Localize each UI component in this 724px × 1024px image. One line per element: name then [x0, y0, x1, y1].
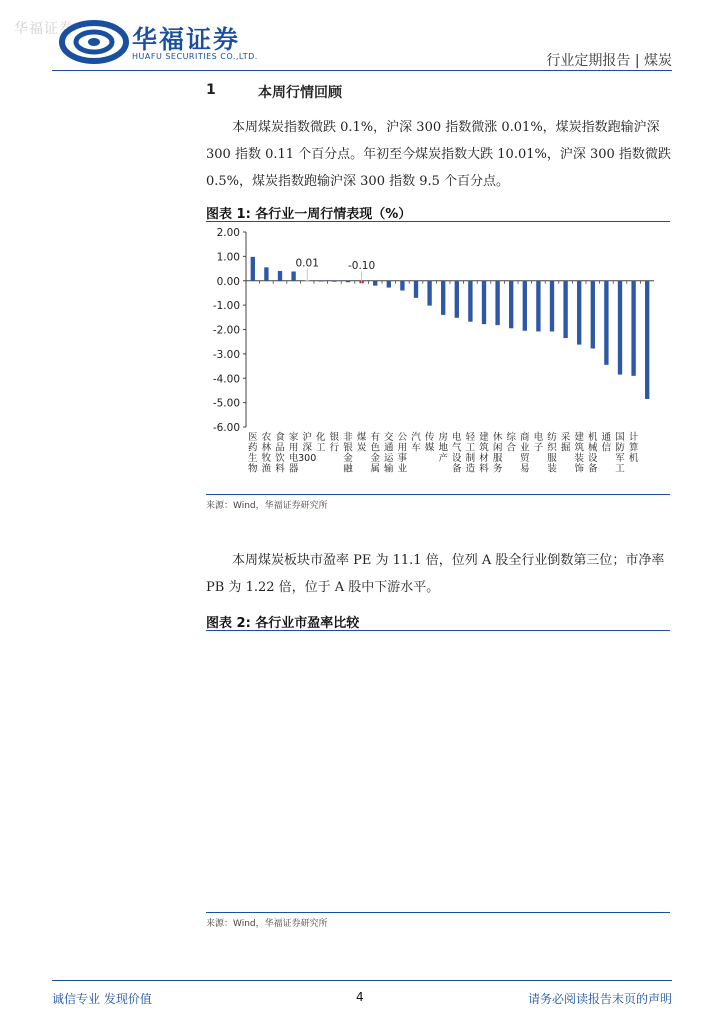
bar	[387, 281, 391, 288]
x-tick-label: 化工	[316, 432, 326, 454]
y-tick-label: -3.00	[212, 348, 240, 361]
report-type-label: 行业定期报告 | 煤炭	[546, 53, 672, 69]
bar	[563, 281, 567, 338]
footer-slogan: 诚信专业 发现价值	[52, 992, 152, 1006]
company-logo-icon	[58, 18, 130, 64]
x-tick-label: 电子	[533, 432, 544, 454]
data-label: -0.10	[348, 260, 376, 273]
x-tick-label: 国防军工	[615, 432, 625, 475]
x-tick-label: 通信	[601, 432, 612, 454]
bar	[645, 281, 649, 399]
company-name-en: HUAFU SECURITIES CO.,LTD.	[132, 52, 258, 61]
x-tick-label: 纺织服装	[547, 432, 557, 475]
bar	[550, 281, 554, 332]
bar	[455, 281, 459, 318]
x-tick-label: 计算机	[628, 432, 639, 464]
paragraph-weekly-review: 本周煤炭指数微跌 0.1%，沪深 300 指数微涨 0.01%，煤炭指数跑输沪深 300 指数 0.11 个百分点。年初至今煤炭指数大跌 10.01%，沪深 300 指数微跌 0.5%，煤炭指数跑输沪深 300 指数 9.5 个百分点。	[206, 120, 671, 189]
y-tick-label: 0.00	[216, 275, 240, 288]
figure1-bottom-rule	[206, 494, 670, 495]
figure2-top-rule	[206, 630, 670, 631]
x-tick-label: 非银金融	[343, 432, 353, 475]
bar	[495, 281, 499, 325]
x-tick-label: 交通运输	[384, 432, 394, 475]
x-tick-label: 煤炭	[356, 432, 367, 454]
bar	[427, 281, 431, 306]
bar	[278, 271, 282, 281]
bar	[509, 281, 513, 329]
bar	[264, 267, 268, 280]
bar	[482, 281, 486, 324]
x-tick-label: 轻工制造	[465, 432, 476, 475]
bar	[373, 281, 377, 286]
x-tick-label: 汽车	[411, 432, 421, 454]
figure2-bottom-rule	[206, 912, 670, 913]
figure1-title: 图表 1: 各行业一周行情表现（%）	[206, 207, 412, 222]
bar	[618, 281, 622, 375]
x-tick-label: 传媒	[424, 432, 435, 454]
bar	[400, 281, 404, 291]
x-tick-label: 房地产	[438, 432, 448, 464]
figure2-title: 图表 2: 各行业市盈率比较	[206, 616, 360, 631]
header-divider	[52, 70, 672, 71]
x-tick-label: 银行	[329, 432, 340, 454]
x-tick-label: 有色金属	[370, 432, 380, 475]
chart-weekly-performance	[206, 222, 670, 494]
x-tick-label: 电气设备	[452, 432, 462, 475]
figure2-source: 来源：Wind，华福证券研究所	[206, 919, 328, 929]
x-tick-label: 综合	[506, 432, 516, 454]
bar	[305, 281, 309, 282]
bar	[414, 281, 418, 298]
y-tick-label: 2.00	[216, 227, 240, 239]
bar	[591, 281, 595, 349]
bar	[536, 281, 540, 332]
bar	[332, 281, 336, 282]
chart-pe-comparison	[206, 632, 670, 910]
x-tick-label: 商业贸易	[520, 432, 530, 475]
x-tick-label: 公用事业	[397, 432, 408, 475]
section-number: 1	[206, 82, 216, 98]
bar	[319, 281, 323, 282]
bar	[631, 281, 635, 376]
page-number: 4	[356, 990, 364, 1004]
x-tick-label: 家用电器	[288, 432, 299, 475]
bar	[251, 257, 255, 281]
y-tick-label: -1.00	[212, 300, 240, 313]
x-tick-label: 建筑装饰	[574, 432, 584, 475]
figure1-source: 来源：Wind，华福证券研究所	[206, 501, 328, 511]
watermark: 华福证券	[14, 21, 74, 37]
x-tick-label: 农林牧渔	[261, 432, 272, 475]
x-tick-label: 建筑材料	[479, 432, 489, 475]
bar	[291, 271, 295, 280]
bar	[468, 281, 472, 322]
y-tick-label: 1.00	[216, 251, 240, 264]
y-tick-label: -4.00	[212, 373, 240, 386]
x-tick-label: 机械设备	[588, 432, 598, 475]
x-tick-label: 食品饮料	[275, 432, 285, 475]
x-tick-label: 采掘	[560, 432, 571, 454]
bar	[523, 281, 527, 331]
data-label: 0.01	[295, 257, 319, 270]
bar	[604, 281, 608, 365]
bar	[346, 281, 350, 282]
company-name-cn: 华福证券	[132, 25, 241, 54]
y-tick-label: -6.00	[212, 422, 240, 434]
bar	[441, 281, 445, 315]
footer-divider	[52, 980, 672, 981]
x-tick-label: 医药生物	[248, 432, 258, 475]
y-tick-label: -2.00	[212, 324, 240, 337]
footer-disclaimer: 请务必阅读报告末页的声明	[527, 992, 672, 1006]
paragraph-valuation: 本周煤炭板块市盈率 PE 为 11.1 倍，位列 A 股全行业倒数第三位；市净率 PB 为 1.22 倍，位于 A 股中下游水平。	[206, 553, 665, 595]
section-title: 本周行情回顾	[258, 85, 342, 101]
x-tick-label: 休闲服务	[492, 432, 503, 475]
y-tick-label: -5.00	[212, 397, 240, 410]
bar	[577, 281, 581, 345]
x-tick-label: 沪深 300	[298, 432, 317, 464]
